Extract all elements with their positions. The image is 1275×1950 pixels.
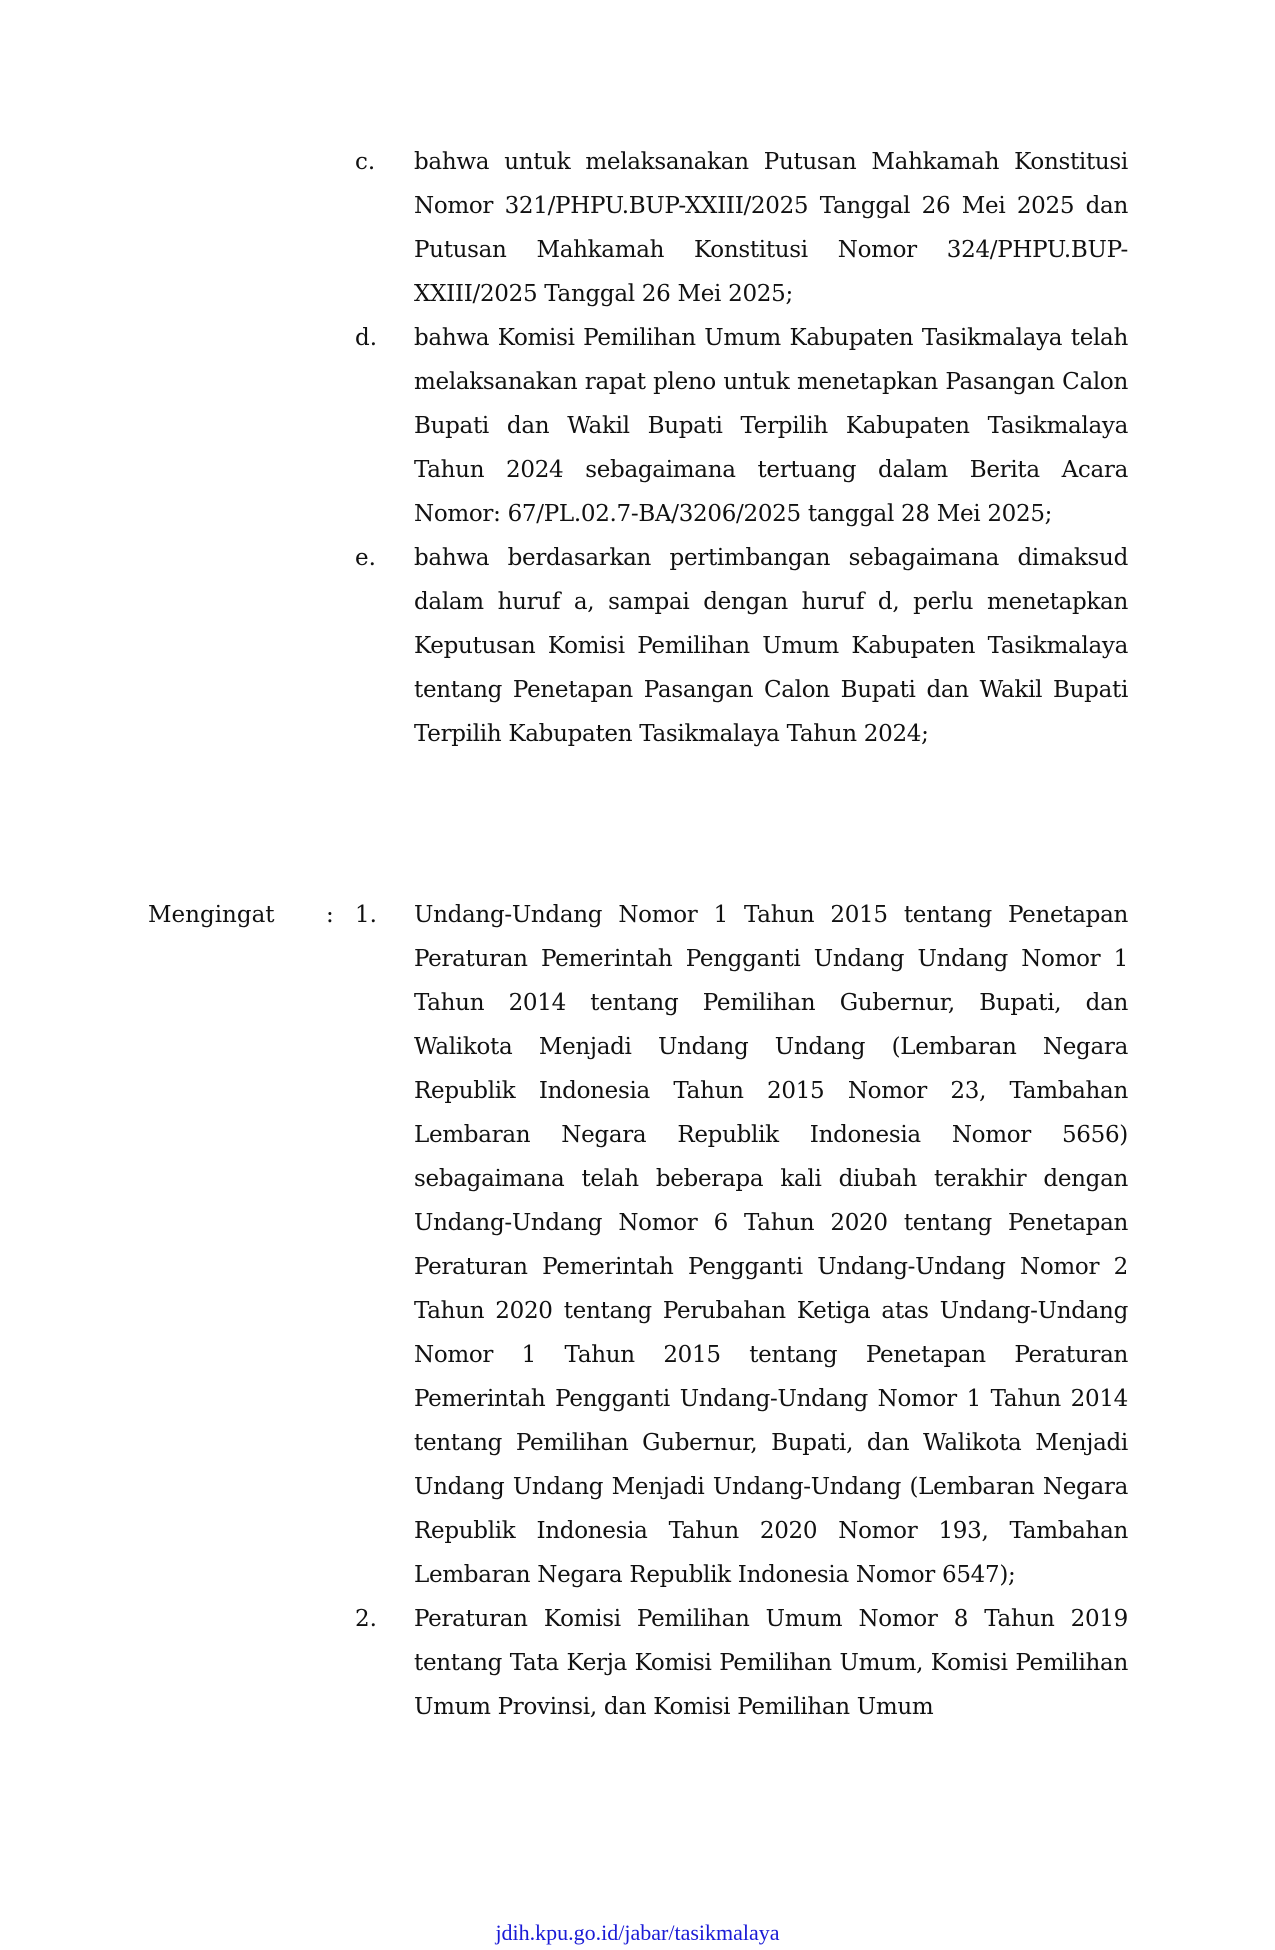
consideration-item-e: [0, 536, 1275, 756]
item-text: Undang-Undang Nomor 1 Tahun 2015 tentang Penetapan Peraturan Pemerintah Pengganti Undang Undang Nomor 1 Tahun 2014 tentang Pemilihan Gubernur, Bupati, dan Walikota Menjadi Undang Undang (Lembaran Negara Republik Indonesia Tahun 2015 Nomor 23, Tambahan Lembaran Negara Republik Indonesia Nomor 5656) sebagaimana telah beberapa kali diubah terakhir dengan Undang-Undang Nomor 6 Tahun 2020 tentang Penetapan Peraturan Pemerintah Pengganti Undang-Undang Nomor 2 Tahun 2020 tentang Perubahan Ketiga atas Undang-Undang Nomor 1 Tahun 2015 tentang Penetapan Peraturan Pemerintah Pengganti Undang-Undang Nomor 1 Tahun 2014 tentang Pemilihan Gubernur, Bupati, dan Walikota Menjadi Undang Undang Menjadi Undang-Undang (Lembaran Negara Republik Indonesia Tahun 2020 Nomor 193, Tambahan Lembaran Negara Republik Indonesia Nomor 6547);: [414, 902, 1128, 1588]
footer-link[interactable]: jdih.kpu.go.id/jabar/tasikmalaya: [495, 1920, 780, 1945]
item-text: bahwa untuk melaksanakan Putusan Mahkamah Konstitusi Nomor 321/PHPU.BUP-XXIII/2025 Tanggal 26 Mei 2025 dan Putusan Mahkamah Konstitusi Nomor 324/PHPU.BUP-XXIII/2025 Tanggal 26 Mei 2025;: [414, 149, 1128, 307]
item-marker: 2.: [355, 1606, 377, 1632]
page-footer: [0, 1920, 1275, 1946]
mengingat-section: [0, 893, 1275, 1729]
section-colon: :: [326, 902, 334, 928]
section-label: Mengingat: [148, 902, 275, 928]
item-marker: d.: [355, 325, 378, 351]
item-text: bahwa Komisi Pemilihan Umum Kabupaten Tasikmalaya telah melaksanakan rapat pleno untuk menetapkan Pasangan Calon Bupati dan Wakil Bupati Terpilih Kabupaten Tasikmalaya Tahun 2024 sebagaimana tertuang dalam Berita Acara Nomor: 67/PL.02.7-BA/3206/2025 tanggal 28 Mei 2025;: [414, 325, 1128, 527]
considerations-list: [0, 140, 1275, 756]
mengingat-item-1: [0, 893, 1275, 1597]
item-text: bahwa berdasarkan pertimbangan sebagaimana dimaksud dalam huruf a, sampai dengan huruf d, perlu menetapkan Keputusan Komisi Pemilihan Umum Kabupaten Tasikmalaya tentang Penetapan Pasangan Calon Bupati dan Wakil Bupati Terpilih Kabupaten Tasikmalaya Tahun 2024;: [414, 545, 1128, 747]
item-marker: c.: [355, 149, 376, 175]
item-marker: e.: [355, 545, 376, 571]
consideration-item-c: [0, 140, 1275, 316]
item-text: Peraturan Komisi Pemilihan Umum Nomor 8 Tahun 2019 tentang Tata Kerja Komisi Pemilihan Umum, Komisi Pemilihan Umum Provinsi, dan Komisi Pemilihan Umum: [414, 1606, 1128, 1720]
consideration-item-d: [0, 316, 1275, 536]
mengingat-item-2: [0, 1597, 1275, 1729]
item-marker: 1.: [355, 902, 377, 928]
